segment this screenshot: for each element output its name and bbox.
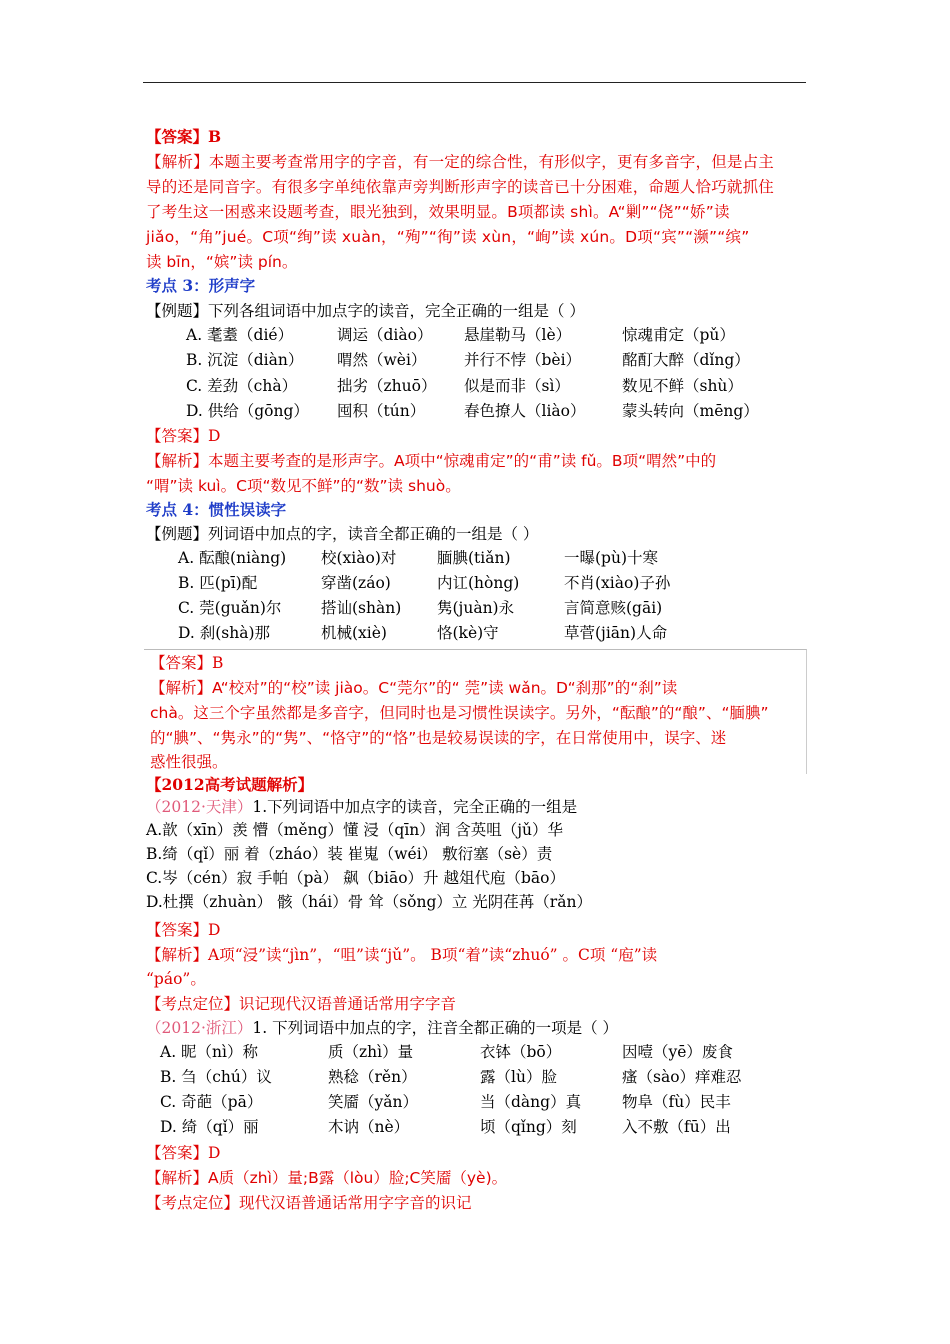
option-cell: 一曝(pù)十寒 xyxy=(564,549,658,567)
top-analysis-line-1: 【解析】本题主要考查常用字的字音，有一定的综合性，有形似字，更有多音字，但是占主 xyxy=(146,153,775,171)
option-cell: 酩酊大醉（dǐng） xyxy=(622,351,750,369)
option-cell: 调运（diào） xyxy=(337,326,433,344)
tianjin-option-d: D.杜撰（zhuàn） 骸（hái）骨 耸（sǒng）立 光阴荏苒（rǎn） xyxy=(146,893,592,911)
option-cell: C. 奇葩（pā） xyxy=(160,1093,263,1111)
tianjin-answer: 【答案】D xyxy=(146,921,221,939)
header-rule xyxy=(143,82,806,83)
option-cell: 熟稔（rěn） xyxy=(328,1068,417,1086)
option-cell: 似是而非（sì） xyxy=(464,377,570,395)
option-cell: 悬崖勒马（lè） xyxy=(464,326,572,344)
zhejiang-question-line xyxy=(146,1017,618,1039)
tianjin-analysis-line-1: 【解析】A项“浸”读“jìn”，“咀”读“jǔ”。 B项“着”读“zhuó” 。C项 “庖”读 xyxy=(146,946,658,964)
point3-question: 【例题】下列各组词语中加点字的读音，完全正确的一组是（ ） xyxy=(146,302,585,320)
option-cell: 喟然（wèi） xyxy=(337,351,427,369)
tianjin-question: 1.下列词语中加点字的读音，完全正确的一组是 xyxy=(252,798,578,816)
option-cell: A. 酝酿(niàng) xyxy=(178,549,287,567)
point4-analysis-line-4: 惑性很强。 xyxy=(150,753,228,771)
zhejiang-point: 【考点定位】现代汉语普通话常用字字音的识记 xyxy=(146,1194,472,1212)
option-cell: 瘙（sào）痒难忍 xyxy=(622,1068,742,1086)
option-cell: 草菅(jiān)人命 xyxy=(564,624,668,642)
option-cell: C. 莞(guǎn)尔 xyxy=(178,599,282,617)
point4-title: 考点 4：惯性误读字 xyxy=(146,500,287,519)
option-cell: 衣钵（bō） xyxy=(480,1043,562,1061)
option-cell: D. 绮（qǐ）丽 xyxy=(160,1118,259,1136)
point4-analysis-line-1: 【解析】A“校对”的“校”读 jiào。C“莞尔”的“ 莞”读 wǎn。D“刹那”的“刹”读 xyxy=(150,679,678,697)
option-cell: A. 耄耋（dié） xyxy=(186,326,294,344)
tianjin-point: 【考点定位】识记现代汉语普通话常用字字音 xyxy=(146,995,457,1013)
tianjin-question-line xyxy=(146,796,577,818)
point4-answer: 【答案】B xyxy=(150,654,224,672)
option-cell: 囤积（tún） xyxy=(337,402,426,420)
option-cell: 惊魂甫定（pǔ） xyxy=(622,326,735,344)
option-cell: 不肖(xiào)子孙 xyxy=(564,574,671,592)
zhejiang-answer: 【答案】D xyxy=(146,1144,221,1162)
point3-title: 考点 3：形声字 xyxy=(146,276,256,295)
option-cell: 当（dàng）真 xyxy=(480,1093,582,1111)
option-cell: 物阜（fù）民丰 xyxy=(622,1093,731,1111)
zhejiang-question: 1. 下列词语中加点的字，注音全都正确的一项是（ ） xyxy=(252,1019,619,1037)
option-cell: 机械(xiè) xyxy=(321,624,387,642)
point3-answer: 【答案】D xyxy=(146,427,221,445)
tianjin-option-a: A.歆（xīn）羡 懵（měng）懂 浸（qīn）润 含英咀（jǔ）华 xyxy=(146,821,564,839)
zhejiang-source: （2012·浙江） xyxy=(146,1019,253,1037)
option-cell: 蒙头转向（mēng） xyxy=(622,402,759,420)
point3-analysis-line-2: “喟”读 kuì。C项“数见不鲜”的“数”读 shuò。 xyxy=(146,477,461,495)
option-cell: 穿凿(záo) xyxy=(321,574,391,592)
option-cell: 拙劣（zhuō） xyxy=(337,377,437,395)
option-cell: 并行不悖（bèi） xyxy=(464,351,582,369)
option-cell: 腼腆(tiǎn) xyxy=(437,549,511,567)
option-cell: A. 昵（nì）称 xyxy=(160,1043,258,1061)
option-cell: 因噎（yē）废食 xyxy=(622,1043,733,1061)
tianjin-option-b: B.绮（qǐ）丽 着（zháo）装 崔嵬（wéi） 敷衍塞（sè）责 xyxy=(146,845,553,863)
option-cell: 恪(kè)守 xyxy=(437,624,499,642)
option-cell: 露（lù）脸 xyxy=(480,1068,557,1086)
point3-analysis-line-1: 【解析】本题主要考查的是形声字。A项中“惊魂甫定”的“甫”读 fǔ。B项“喟然”中的 xyxy=(146,452,717,470)
tianjin-source: （2012·天津） xyxy=(146,798,253,816)
option-cell: 入不敷（fū）出 xyxy=(622,1118,731,1136)
option-cell: 木讷（nè） xyxy=(328,1118,410,1136)
point4-question: 【例题】列词语中加点的字，读音全都正确的一组是（ ） xyxy=(146,525,539,543)
top-analysis-line-4: jiǎo，“角”jué。C项“绚”读 xuàn，“殉”“徇”读 xùn，“峋”读 xún。D项“宾”“濒”“缤” xyxy=(146,228,750,246)
zhejiang-analysis: 【解析】A质（zhì）量;B露（lòu）脸;C笑靥（yè)。 xyxy=(146,1169,508,1187)
option-cell: 顷（qǐng）刻 xyxy=(480,1118,577,1136)
option-cell: 数见不鲜（shù） xyxy=(622,377,743,395)
option-cell: 内讧(hòng) xyxy=(437,574,520,592)
tianjin-analysis-line-2: “páo”。 xyxy=(146,970,206,988)
option-cell: 隽(juàn)永 xyxy=(437,599,515,617)
tianjin-option-c: C.岑（cén）寂 手帕（pà） 飙（biāo）升 越俎代庖（bāo） xyxy=(146,869,565,887)
option-cell: B. 匹(pī)配 xyxy=(178,574,258,592)
option-cell: 搭讪(shàn) xyxy=(321,599,402,617)
option-cell: D. 供给（gōng） xyxy=(186,402,309,420)
option-cell: 质（zhì）量 xyxy=(328,1043,414,1061)
option-cell: B. 刍（chú）议 xyxy=(160,1068,272,1086)
point4-analysis-line-3: 的“腆”、“隽永”的“隽”、“恪守”的“恪”也是较易误读的字，在日常使用中，误字、迷 xyxy=(150,729,727,747)
option-cell: 言简意赅(gāi) xyxy=(564,599,663,617)
option-cell: 校(xiào)对 xyxy=(321,549,397,567)
point4-analysis-line-2: chà。这三个字虽然都是多音字，但同时也是习惯性误读字。另外，“酝酿”的“酿”、“腼腆” xyxy=(150,704,769,722)
top-analysis-line-2: 导的还是同音字。有很多字单纯依靠声旁判断形声字的读音已十分困难，命题人恰巧就抓住 xyxy=(146,178,775,196)
section-2012-heading: 【2012高考试题解析】 xyxy=(146,775,314,794)
option-cell: C. 差劲（chà） xyxy=(186,377,298,395)
top-analysis-line-5: 读 bīn，“嫔”读 pín。 xyxy=(146,253,298,271)
option-cell: D. 刹(shà)那 xyxy=(178,624,271,642)
top-answer: 【答案】B xyxy=(146,127,222,146)
option-cell: 春色撩人（liào） xyxy=(464,402,586,420)
top-analysis-line-3: 了考生这一困惑来设题考查，眼光独到，效果明显。B项都读 shì。A“剿”“侥”“娇”读 xyxy=(146,203,730,221)
option-cell: B. 沉淀（diàn） xyxy=(186,351,304,369)
option-cell: 笑靥（yǎn） xyxy=(328,1093,418,1111)
